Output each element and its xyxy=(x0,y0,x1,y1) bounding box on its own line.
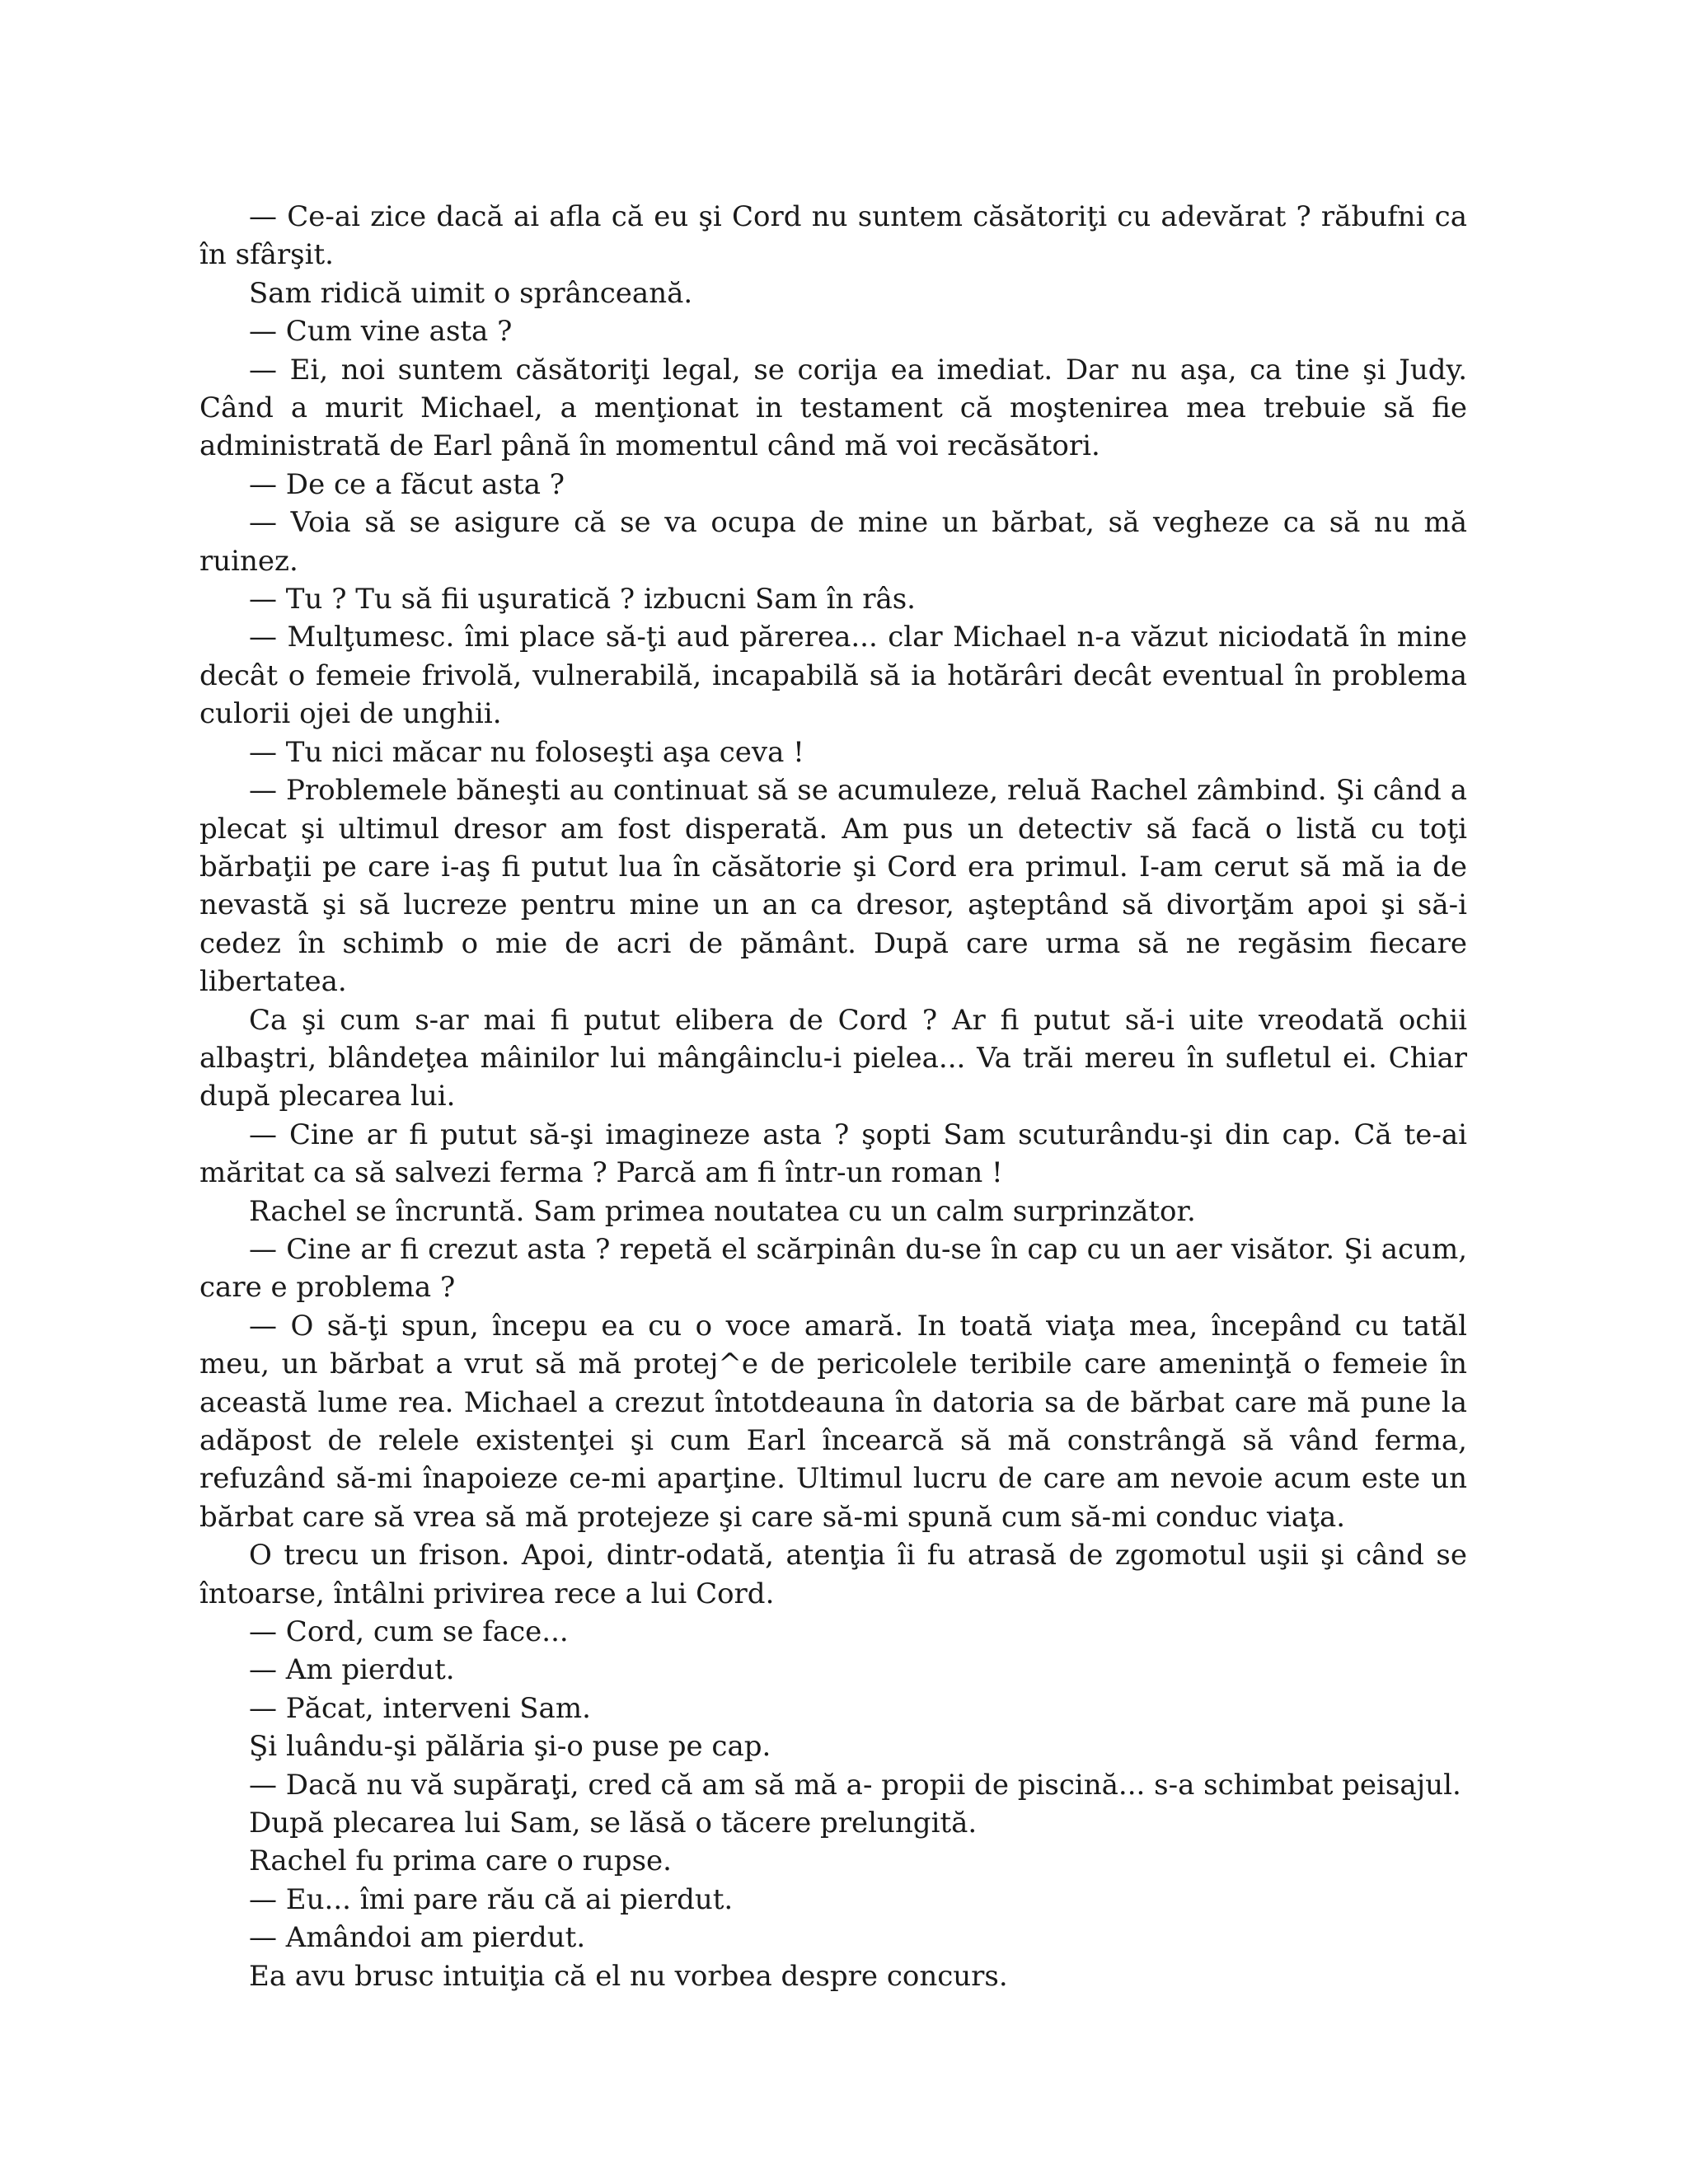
paragraph: — De ce a făcut asta ? xyxy=(249,467,565,501)
paragraph: — Voia să se asigure că se va ocupa de mine un bărbat, să vegheze ca să nu mă ruinez. xyxy=(199,506,1467,578)
paragraph: Şi luându-şi pălăria şi-o puse pe cap. xyxy=(249,1730,771,1764)
paragraph: — Am pierdut. xyxy=(249,1653,455,1687)
paragraph: Ea avu brusc intuiţia că el nu vorbea despre concurs. xyxy=(249,1959,1008,1993)
paragraph: — Cine ar fi crezut asta ? repetă el scărpinân du-se în cap cu un aer visător. Şi acum, care e problema ? xyxy=(199,1232,1467,1305)
paragraph: Rachel se încruntă. Sam primea noutatea cu un calm surprinzător. xyxy=(249,1194,1196,1228)
paragraph: — Ce-ai zice dacă ai afla că eu şi Cord nu suntem căsătoriţi cu adevărat ? răbufni ca în sfârşit. xyxy=(199,200,1467,272)
paragraph: — Dacă nu vă supăraţi, cred că am să mă a- propii de piscină... s-a schimbat peisajul. xyxy=(249,1768,1461,1802)
paragraph: — Problemele băneşti au continuat să se acumuleze, reluă Rachel zâmbind. Şi când a plecat şi ultimul dresor am fost disperată. Am pus un detectiv să facă o listă cu toţi bărbaţii pe care i-aş fi putut lua în căsătorie şi Cord era primul. I-am cerut să mă ia de nevastă şi să lucreze pentru mine un an ca dresor, aşteptând să divorţăm apoi şi să-i cedez în schimb o mie de acri de pământ. După care urma să ne regăsim fiecare libertatea. xyxy=(199,774,1467,999)
paragraph: — O să-ţi spun, începu ea cu o voce amară. In toată viaţa mea, începând cu tatăl meu, un bărbat a vrut să mă protej^e de pericolele teribile care ameninţă o femeie în această lume rea. Michael a crezut întotdeauna în datoria sa de bărbat care mă pune la adăpost de relele existenţei şi cum Earl încearcă să mă constrângă să vând ferma, refuzând să-mi înapoieze ce-mi aparţine. Ultimul lucru de care am nevoie acum este un bărbat care să vrea să mă protejeze şi care să-mi spună cum să-mi conduc viaţa. xyxy=(199,1309,1467,1534)
paragraph: Rachel fu prima care o rupse. xyxy=(249,1844,672,1878)
paragraph: Sam ridică uimit o sprânceană. xyxy=(249,276,693,310)
paragraph: — Cum vine asta ? xyxy=(249,315,513,349)
paragraph: — Cine ar fi putut să-şi imagineze asta ? şopti Sam scuturându-şi din cap. Că te-ai măritat ca să salvezi ferma ? Parcă am fi într-un roman ! xyxy=(199,1118,1467,1190)
paragraph: — Eu... îmi pare rău că ai pierdut. xyxy=(249,1882,734,1916)
paragraph: O trecu un frison. Apoi, dintr-odată, atenţia îi fu atrasă de zgomotul uşii şi când se întoarse, întâlni privirea rece a lui Cord. xyxy=(199,1539,1467,1610)
body-text xyxy=(199,198,1467,1995)
paragraph: — Tu ? Tu să fii uşuratică ? izbucni Sam în râs. xyxy=(249,583,916,616)
paragraph: — Tu nici măcar nu foloseşti aşa ceva ! xyxy=(249,735,804,769)
paragraph: — Ei, noi suntem căsătoriţi legal, se corija ea imediat. Dar nu aşa, ca tine şi Judy. Când a murit Michael, a menţionat in testament că moştenirea mea trebuie să fie administrată de Earl până în momentul când mă voi recăsători. xyxy=(199,353,1467,463)
paragraph: După plecarea lui Sam, se lăsă o tăcere prelungită. xyxy=(249,1807,978,1840)
paragraph: — Mulţumesc. îmi place să-ţi aud părerea... clar Michael n-a văzut niciodată în mine decât o femeie frivolă, vulnerabilă, incapabilă să ia hotărâri decât eventual în problema culorii ojei de unghii. xyxy=(199,621,1467,731)
paragraph: Ca şi cum s-ar mai fi putut elibera de Cord ? Ar fi putut să-i uite vreodată ochii albaştri, blândeţea mâinilor lui mângâinclu-i pielea... Va trăi mereu în sufletul ei. Chiar după plecarea lui. xyxy=(199,1003,1467,1113)
paragraph: — Cord, cum se face... xyxy=(249,1615,569,1649)
paragraph: — Amândoi am pierdut. xyxy=(249,1921,586,1955)
paragraph: — Păcat, interveni Sam. xyxy=(249,1691,591,1725)
